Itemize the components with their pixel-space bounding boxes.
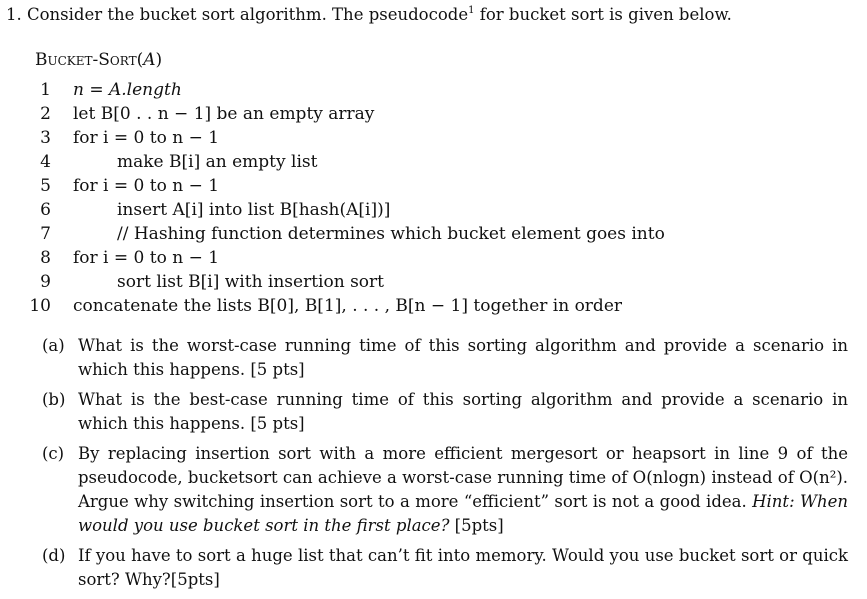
line-code: concatenate the lists B[0], B[1], . . . , B[n − 1] together in order: [73, 296, 623, 316]
question-c-hint: Hint: When would you use bucket sort in the first place?: [78, 492, 848, 535]
question-label: (a): [42, 336, 65, 355]
line-comment: // Hashing function determines which bucket element goes into: [117, 224, 665, 244]
algorithm-name: Bucket-Sort: [35, 50, 137, 70]
question-c-points: [5pts]: [449, 516, 504, 535]
algorithm-param: A: [143, 50, 156, 70]
question-label: (c): [42, 444, 65, 463]
question-text: [78, 442, 848, 538]
question-label: (b): [42, 390, 66, 409]
line-code: make B[i] an empty list: [117, 152, 318, 172]
question-c-body: By replacing insertion sort with a more efficient mergesort or heapsort in line 9 of the pseudocode, bucketsort can achieve a worst-case running time of O(nlogn) instead of O(n²). Argue why switching insertion sort to a more “efficient” sort is not a good idea.: [78, 444, 848, 511]
line-code: insert A[i] into list B[hash(A[i])]: [117, 200, 391, 220]
problem-statement: [6, 4, 732, 26]
line-code: for i = 0 to n − 1: [73, 176, 220, 196]
problem-text: Consider the bucket sort algorithm. The pseudocode: [27, 5, 469, 24]
line-number: 2: [40, 104, 51, 124]
question-text: If you have to sort a huge list that can’t fit into memory. Would you use bucket sort or quick sort? Why?[5pts]: [78, 546, 848, 589]
line-number: 1: [40, 80, 51, 100]
line-code: for i = 0 to n − 1: [73, 248, 220, 268]
line-code: sort list B[i] with insertion sort: [117, 272, 384, 292]
line-number: 10: [29, 296, 51, 316]
line-number: 8: [40, 248, 51, 268]
line-code: let B[0 . . n − 1] be an empty array: [73, 104, 375, 124]
algorithm-paren-open: (: [136, 50, 144, 70]
question-text: What is the worst-case running time of this sorting algorithm and provide a scenario in which this happens. [5 pts]: [78, 336, 848, 379]
line-number: 4: [40, 152, 51, 172]
line-number: 9: [40, 272, 51, 292]
question-text: What is the best-case running time of this sorting algorithm and provide a scenario in which this happens. [5 pts]: [78, 390, 848, 433]
line-number: 6: [40, 200, 51, 220]
footnote-mark: 1: [468, 5, 475, 16]
problem-number: 1.: [6, 5, 22, 24]
line-number: 7: [40, 224, 51, 244]
line-code: for i = 0 to n − 1: [73, 128, 220, 148]
line-code: n = A.length: [73, 80, 182, 100]
algorithm-paren-close: ): [155, 50, 163, 70]
question-label: (d): [42, 546, 66, 565]
algorithm-title: [35, 49, 162, 71]
line-number: 5: [40, 176, 51, 196]
line-number: 3: [40, 128, 51, 148]
problem-text-end: for bucket sort is given below.: [474, 5, 732, 24]
